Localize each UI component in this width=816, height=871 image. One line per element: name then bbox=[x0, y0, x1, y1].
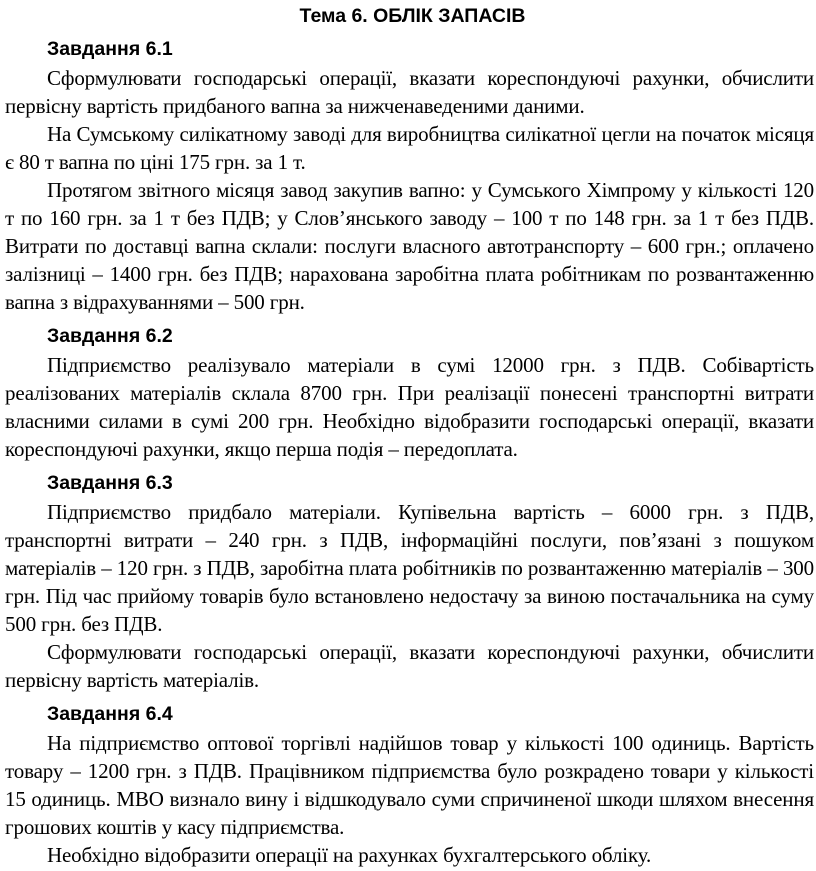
task-6-1 bbox=[5, 37, 814, 316]
document-title: Тема 6. ОБЛІК ЗАПАСІВ bbox=[299, 5, 526, 27]
task-paragraph: Необхідно відобразити операції на рахунках бухгалтерського обліку. bbox=[47, 843, 652, 867]
task-paragraph: Сформулювати господарські операції, вказати кореспондуючі рахунки, обчислити первісну вартість придбаного вапна за нижченаведеними даними. bbox=[5, 66, 814, 118]
task-6-2 bbox=[5, 324, 814, 463]
task-paragraph: Протягом звітного місяця завод закупив вапно: у Сумського Хімпрому у кількості 120 т по 160 грн. за 1 т без ПДВ; у Слов’янського заводу – 100 т по 148 грн. за 1 т без ПДВ. Витрати по доставці вапна склали: послуги власного автотранспорту – 600 грн.; оплачено залізниці – 1400 грн. без ПДВ; нарахована заробітна плата робітникам по розвантаженню вапна з відрахуваннями – 500 грн. bbox=[5, 178, 814, 314]
task-6-3 bbox=[5, 471, 814, 694]
task-heading: Завдання 6.4 bbox=[47, 703, 173, 725]
task-6-4 bbox=[5, 702, 814, 869]
task-heading: Завдання 6.2 bbox=[47, 325, 173, 347]
task-heading: Завдання 6.1 bbox=[47, 38, 173, 60]
task-paragraph: Підприємство реалізувало матеріали в сумі 12000 грн. з ПДВ. Собівартість реалізованих матеріалів склала 8700 грн. При реалізації понесені транспортні витрати власними силами в сумі 200 грн. Необхідно відобразити господарські операції, вказати кореспондуючі рахунки, якщо перша подія – передоплата. bbox=[5, 353, 814, 461]
task-paragraph: Підприємство придбало матеріали. Купівельна вартість – 6000 грн. з ПДВ, транспортні витрати – 240 грн. з ПДВ, інформаційні послуги, пов’язані з пошуком матеріалів – 120 грн. з ПДВ, заробітна плата робітників по розвантаженню матеріалів – 300 грн. Під час прийому товарів було встановлено недостачу за виною постачальника на суму 500 грн. без ПДВ. bbox=[5, 500, 814, 636]
task-paragraph: На підприємство оптової торгівлі надійшов товар у кількості 100 одиниць. Вартість товару – 1200 грн. з ПДВ. Працівником підприємства було розкрадено товари у кількості 15 одиниць. МВО визнало вину і відшкодувало суми спричиненої шкоди шляхом внесення грошових коштів у касу підприємства. bbox=[5, 731, 814, 839]
task-heading: Завдання 6.3 bbox=[47, 472, 173, 494]
task-paragraph: На Сумському силікатному заводі для виробництва силікатної цегли на початок місяця є 80 т вапна по ціні 175 грн. за 1 т. bbox=[5, 122, 814, 174]
task-paragraph: Сформулювати господарські операції, вказати кореспондуючі рахунки, обчислити первісну вартість матеріалів. bbox=[5, 640, 814, 692]
